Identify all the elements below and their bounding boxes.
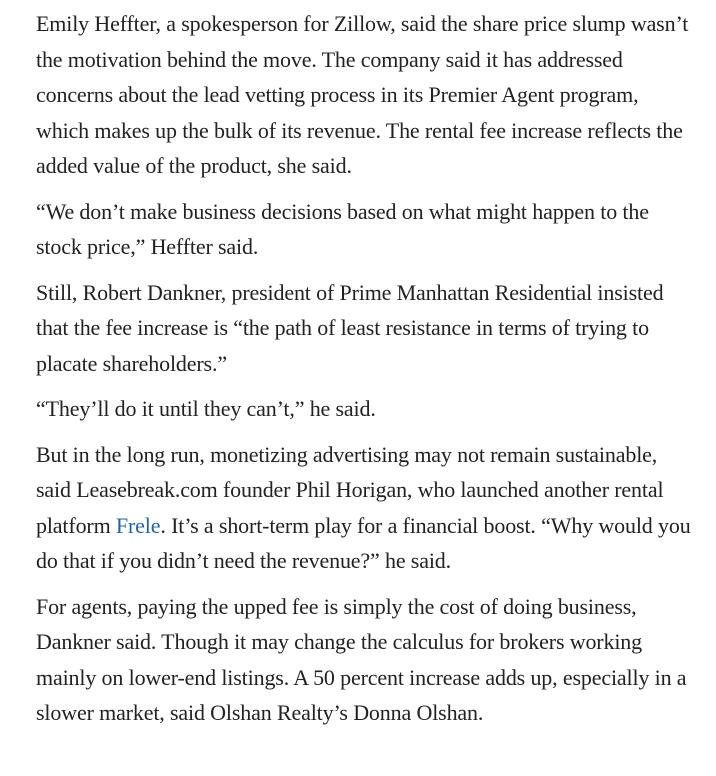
frele-link[interactable]: Frele: [115, 512, 161, 538]
paragraph-horigan-text-before: But in the long run, monetizing advertising may not remain sustainable, said Leasebreak.com founder Phil Horigan, who launched another rental platform: [36, 441, 664, 538]
paragraph-heffter-statement: Emily Heffter, a spokesperson for Zillow, said the share price slump wasn’t the motivation behind the move. The company said it has addressed concerns about the lead vetting process in its Premier Agent program, which makes up the bulk of its revenue. The rental fee increase reflects the added value of the product, she said.: [36, 11, 689, 178]
paragraph-dankner-quote: “They’ll do it until they can’t,” he said.: [36, 396, 376, 421]
paragraph-horigan-text-after: . It’s a short-term play for a financial boost. “Why would you do that if you didn’t need the revenue?” he said.: [36, 512, 691, 573]
paragraph-dankner-statement: Still, Robert Dankner, president of Prime Manhattan Residential insisted that the fee increase is “the path of least resistance in terms of trying to placate shareholders.”: [36, 279, 664, 376]
paragraph-agents-cost: For agents, paying the upped fee is simply the cost of doing business, Dankner said. Though it may change the calculus for brokers working mainly on lower-end listings. A 50 percent increase adds up, especially in a slower market, said Olshan Realty’s Donna Olshan.: [36, 593, 687, 725]
article-body: [36, 6, 691, 741]
paragraph-horigan-statement: [36, 437, 691, 579]
paragraph-heffter-quote: “We don’t make business decisions based on what might happen to the stock price,” Heffter said.: [36, 198, 649, 259]
